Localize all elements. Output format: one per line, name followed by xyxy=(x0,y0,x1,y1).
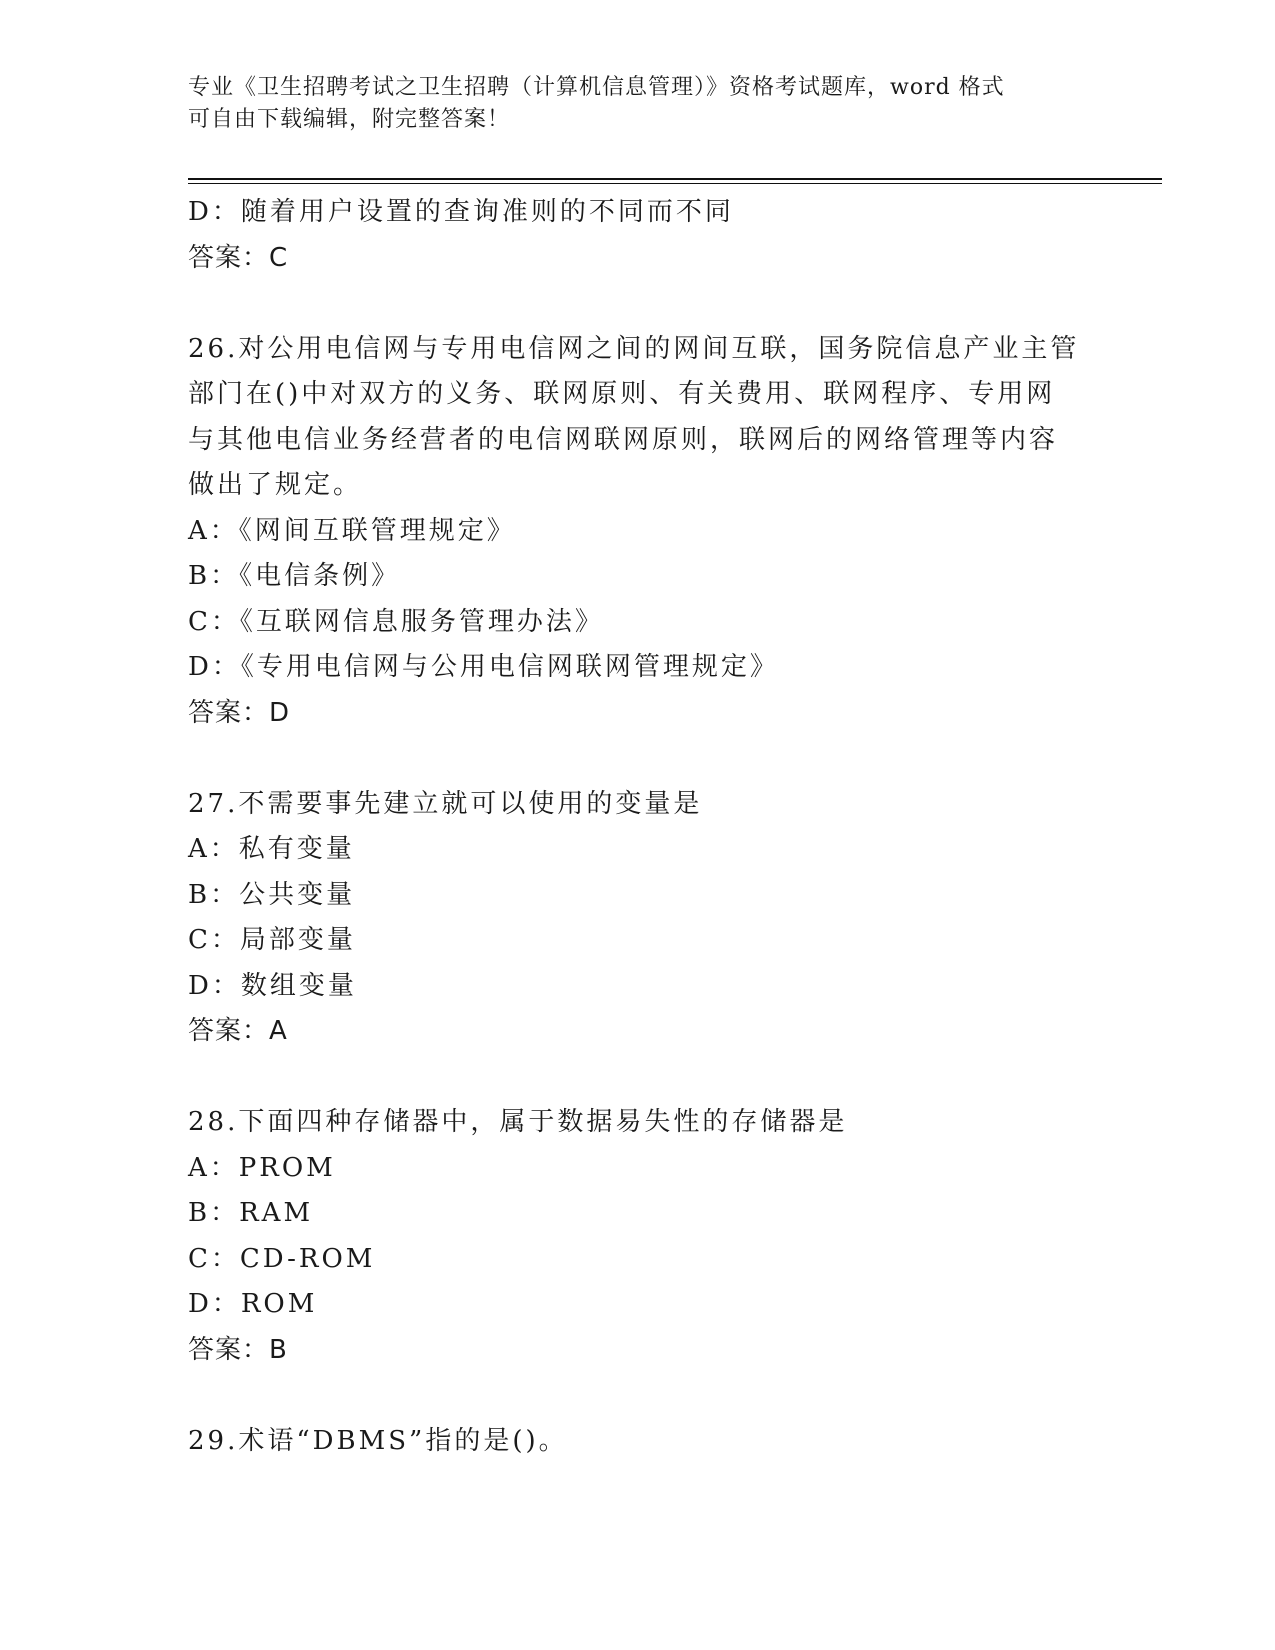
carry-over-answer: 答案：C xyxy=(188,242,289,273)
header-rule-thick xyxy=(188,178,1162,180)
option-b: B：《电信条例》 xyxy=(188,561,401,591)
question-stem-line: 27.不需要事先建立就可以使用的变量是 xyxy=(188,788,703,819)
spacer xyxy=(188,1373,1088,1419)
question-stem-line: 部门在()中对双方的义务、联网原则、有关费用、联网程序、专用网 xyxy=(188,379,1056,409)
question-stem-line: 26.对公用电信网与专用电信网之间的网间互联，国务院信息产业主管 xyxy=(188,333,1080,364)
option-a: A：私有变量 xyxy=(188,834,355,864)
question-stem-line: 与其他电信业务经营者的电信网联网原则，联网后的网络管理等内容 xyxy=(188,424,1059,455)
header-line-1: 专业《卫生招聘考试之卫生招聘（计算机信息管理）》资格考试题库，word 格式 xyxy=(188,75,1005,100)
option-b: B：公共变量 xyxy=(188,879,356,910)
header-line-2: 可自由下载编辑，附完整答案！ xyxy=(188,107,511,132)
answer: 答案：A xyxy=(188,1016,288,1046)
answer: 答案：D xyxy=(188,697,291,728)
question-stem-line: 29.术语“DBMS”指的是()。 xyxy=(188,1425,568,1456)
carry-over-option-d: D：随着用户设置的查询准则的不同而不同 xyxy=(188,197,734,227)
option-c: C：《互联网信息服务管理办法》 xyxy=(188,606,604,637)
option-d: D：数组变量 xyxy=(188,970,357,1001)
question-27 xyxy=(188,782,1088,1055)
option-b: B：RAM xyxy=(188,1198,314,1228)
option-c: C：CD-ROM xyxy=(188,1243,376,1274)
option-c: C：局部变量 xyxy=(188,925,356,955)
question-list xyxy=(188,190,1088,1464)
option-a: A：PROM xyxy=(188,1152,336,1183)
question-28 xyxy=(188,1100,1088,1373)
question-29 xyxy=(188,1419,1088,1465)
option-a: A：《网间互联管理规定》 xyxy=(188,515,516,546)
answer: 答案：B xyxy=(188,1334,288,1365)
header-rule-thin xyxy=(188,183,1162,184)
option-d: D：《专用电信网与公用电信网联网管理规定》 xyxy=(188,652,779,682)
option-d: D：ROM xyxy=(188,1289,318,1319)
question-stem-line: 做出了规定。 xyxy=(188,470,363,500)
spacer xyxy=(188,281,1088,327)
spacer xyxy=(188,1055,1088,1101)
question-stem-line: 28.下面四种存储器中，属于数据易失性的存储器是 xyxy=(188,1107,848,1137)
spacer xyxy=(188,736,1088,782)
document-header xyxy=(188,72,1068,136)
question-26 xyxy=(188,327,1088,737)
